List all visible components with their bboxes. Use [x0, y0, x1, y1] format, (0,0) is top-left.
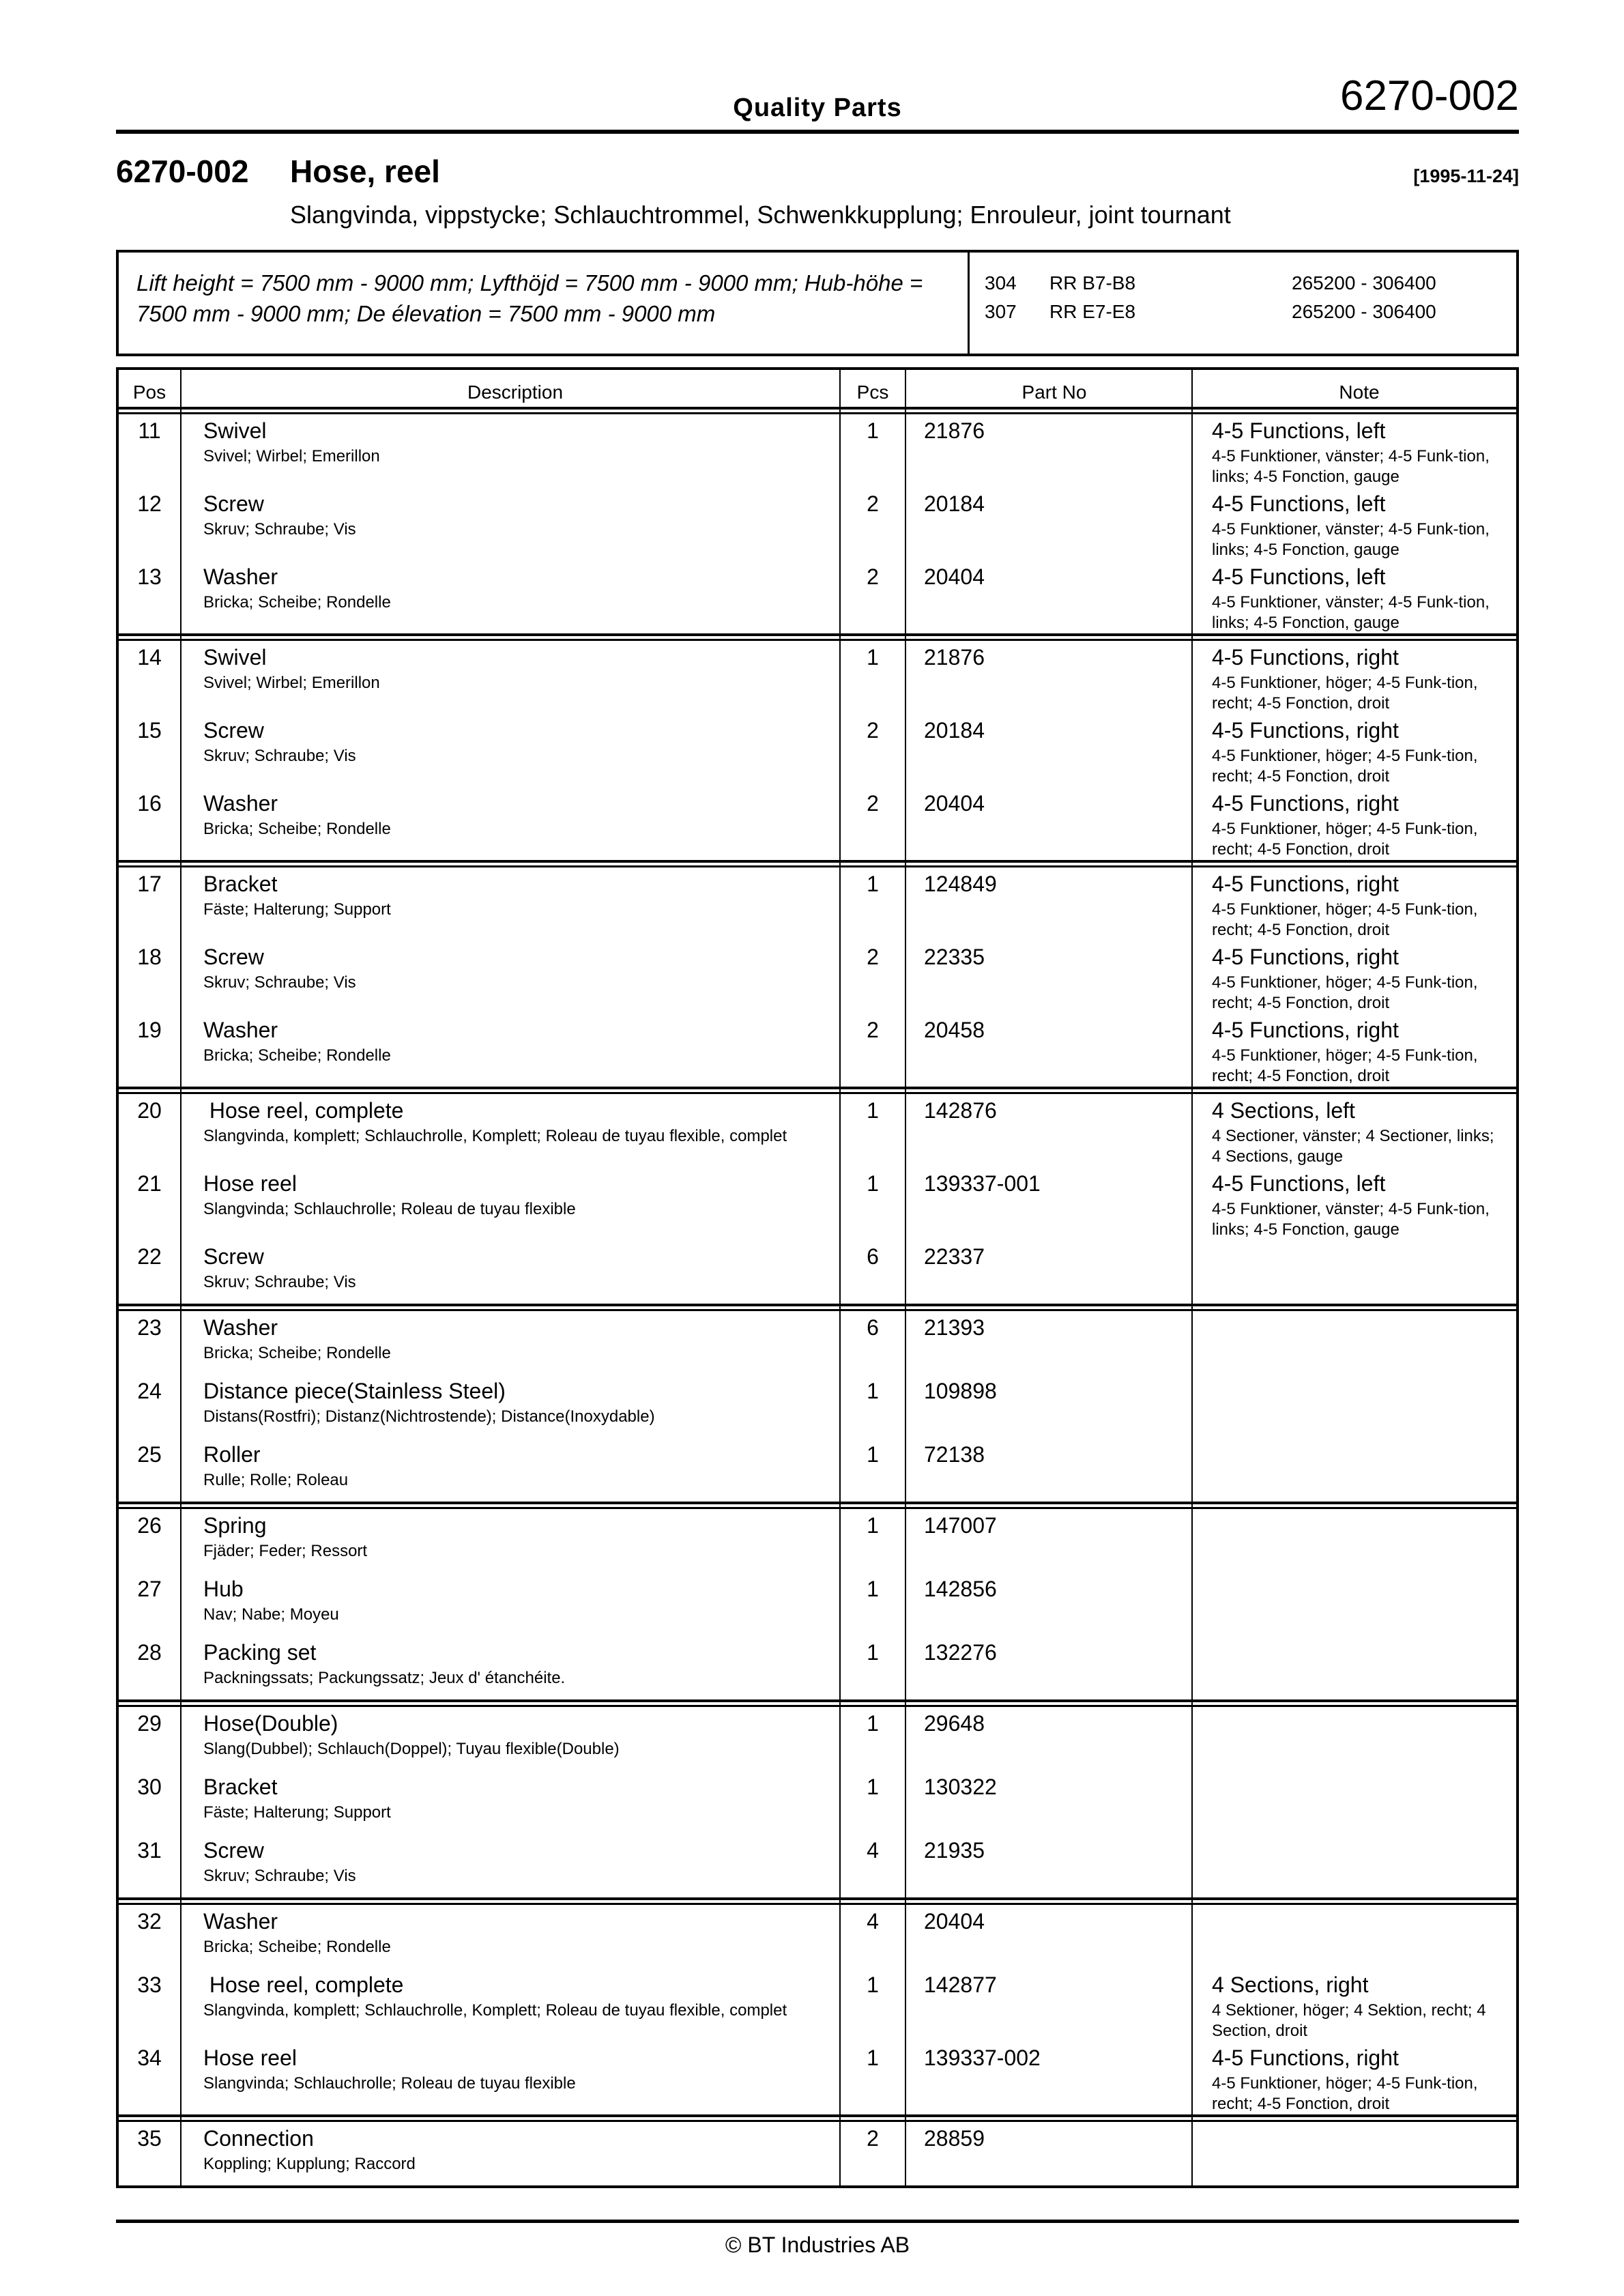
table-row [119, 1770, 1516, 1834]
row-description-translations: Bricka; Scheibe; Rondelle [203, 1344, 391, 1362]
table-row [119, 560, 1516, 633]
row-description-cell [180, 1094, 839, 1167]
row-note-cell [1191, 867, 1516, 941]
row-pos: 32 [137, 1909, 162, 1934]
row-part-no: 22337 [905, 1240, 1191, 1304]
row-description-translations: Slangvinda, komplett; Schlauchrolle, Komplett; Roleau de tuyau flexible, complet [203, 1127, 787, 1145]
row-part-no: 20184 [905, 714, 1191, 787]
table-row [119, 1707, 1516, 1770]
row-description-cell [180, 714, 839, 787]
row-note-cell [1191, 1094, 1516, 1167]
row-part-no: 20184 [905, 487, 1191, 560]
row-note: 4-5 Functions, left [1212, 491, 1386, 516]
row-pos: 15 [137, 718, 162, 743]
row-part-no: 72138 [905, 1438, 1191, 1502]
row-pcs: 1 [839, 414, 905, 487]
row-description-translations: Slangvinda, komplett; Schlauchrolle, Komplett; Roleau de tuyau flexible, complet [203, 2001, 787, 2020]
row-part-no: 109898 [905, 1375, 1191, 1438]
row-description: Hub [203, 1577, 244, 1601]
table-row [119, 1509, 1516, 1573]
row-part-no: 124849 [905, 867, 1191, 941]
row-description-translations: Bricka; Scheibe; Rondelle [203, 593, 391, 612]
row-note-translations: 4-5 Funktioner, vänster; 4-5 Funk-tion, links; 4-5 Fonction, gauge [1212, 520, 1490, 559]
row-note-translations: 4-5 Funktioner, vänster; 4-5 Funk-tion, links; 4-5 Fonction, gauge [1212, 447, 1490, 486]
parts-table [116, 367, 1519, 2188]
row-description-translations: Skruv; Schraube; Vis [203, 1867, 356, 1885]
row-note-translations: 4-5 Funktioner, höger; 4-5 Funk-tion, recht; 4-5 Fonction, droit [1212, 2074, 1478, 2113]
row-description: Packing set [203, 1640, 317, 1665]
col-header-part-no: Part No [905, 370, 1191, 407]
row-description-cell [180, 1834, 839, 1897]
row-description-translations: Fäste; Halterung; Support [203, 1803, 391, 1822]
row-description: Washer [203, 564, 278, 589]
row-description-cell [180, 1707, 839, 1770]
row-note: 4-5 Functions, left [1212, 418, 1386, 443]
model-code: 307 [985, 301, 1017, 322]
row-note-cell [1191, 1770, 1516, 1834]
title-row [116, 153, 1519, 190]
row-note-translations: 4-5 Funktioner, höger; 4-5 Funk-tion, recht; 4-5 Fonction, droit [1212, 1046, 1478, 1085]
row-pos: 16 [137, 791, 162, 816]
row-pos: 13 [137, 564, 162, 589]
row-note: 4 Sections, right [1212, 1972, 1369, 1997]
row-description-translations: Skruv; Schraube; Vis [203, 747, 356, 765]
row-pcs: 2 [839, 560, 905, 633]
lift-height-text: Lift height = 7500 mm - 9000 mm; Lyfthöjd = 7500 mm - 9000 mm; Hub-höhe = 7500 mm - 9000 mm; De élevation = 7500 mm - 9000 mm [119, 253, 970, 354]
row-pos: 18 [137, 945, 162, 969]
model-list [970, 253, 1516, 354]
row-note-translations: 4-5 Funktioner, höger; 4-5 Funk-tion, recht; 4-5 Fonction, droit [1212, 674, 1478, 713]
row-pos: 29 [137, 1711, 162, 1736]
row-note: 4-5 Functions, right [1212, 645, 1399, 670]
table-row [119, 1573, 1516, 1636]
row-note-cell [1191, 1240, 1516, 1304]
row-pos: 25 [137, 1442, 162, 1467]
row-pcs: 2 [839, 487, 905, 560]
group-separator [119, 407, 1516, 414]
row-note-cell [1191, 414, 1516, 487]
row-description-translations: Packningssats; Packungssatz; Jeux d' étanchéite. [203, 1669, 566, 1687]
row-part-no: 21935 [905, 1834, 1191, 1897]
row-description-translations: Bricka; Scheibe; Rondelle [203, 1938, 391, 1956]
table-row [119, 1311, 1516, 1375]
row-description: Distance piece(Stainless Steel) [203, 1379, 506, 1403]
row-note-cell [1191, 2041, 1516, 2114]
row-description-cell [180, 1438, 839, 1502]
table-row [119, 1968, 1516, 2041]
group-separator [119, 1502, 1516, 1509]
row-part-no: 20404 [905, 560, 1191, 633]
row-note: 4-5 Functions, right [1212, 872, 1399, 896]
row-note-cell [1191, 1636, 1516, 1699]
row-description: Hose reel [203, 1171, 297, 1196]
row-description: Bracket [203, 1775, 278, 1799]
row-part-no: 22335 [905, 941, 1191, 1014]
row-description-translations: Svivel; Wirbel; Emerillon [203, 674, 380, 692]
row-note: 4-5 Functions, right [1212, 1018, 1399, 1042]
row-pcs: 1 [839, 1375, 905, 1438]
col-header-note: Note [1191, 370, 1516, 407]
row-description-cell [180, 1573, 839, 1636]
row-description-cell [180, 487, 839, 560]
row-description: Spring [203, 1513, 267, 1538]
row-description-cell [180, 1636, 839, 1699]
row-description-translations: Bricka; Scheibe; Rondelle [203, 820, 391, 838]
row-note-translations: 4-5 Funktioner, höger; 4-5 Funk-tion, recht; 4-5 Fonction, droit [1212, 900, 1478, 939]
group-separator [119, 2114, 1516, 2122]
row-pos: 14 [137, 645, 162, 670]
row-note-cell [1191, 487, 1516, 560]
row-part-no: 142876 [905, 1094, 1191, 1167]
group-separator [119, 1304, 1516, 1311]
row-pcs: 2 [839, 941, 905, 1014]
row-note-cell [1191, 714, 1516, 787]
row-description-translations: Fäste; Halterung; Support [203, 900, 391, 919]
footer-rule [116, 2220, 1519, 2223]
row-pos: 21 [137, 1171, 162, 1196]
revision-date: [1995-11-24] [1413, 166, 1519, 186]
row-description: Washer [203, 791, 278, 816]
row-part-no: 21393 [905, 1311, 1191, 1375]
row-pcs: 1 [839, 2041, 905, 2114]
row-pos: 11 [138, 418, 161, 443]
row-note: 4-5 Functions, right [1212, 791, 1399, 816]
row-pcs: 1 [839, 1770, 905, 1834]
row-description: Screw [203, 945, 264, 969]
row-description-cell [180, 2041, 839, 2114]
row-part-no: 147007 [905, 1509, 1191, 1573]
table-row [119, 1375, 1516, 1438]
row-part-no: 29648 [905, 1707, 1191, 1770]
row-note: 4-5 Functions, left [1212, 1171, 1386, 1196]
row-description: Screw [203, 718, 264, 743]
table-row [119, 867, 1516, 941]
model-serial-range: 265200 - 306400 [1292, 272, 1436, 293]
row-part-no: 21876 [905, 414, 1191, 487]
row-description-translations: Distans(Rostfri); Distanz(Nichtrostende); Distance(Inoxydable) [203, 1407, 655, 1426]
group-separator [119, 860, 1516, 867]
row-description-cell [180, 787, 839, 860]
row-pcs: 6 [839, 1240, 905, 1304]
row-description: Screw [203, 1244, 264, 1269]
row-description-translations: Koppling; Kupplung; Raccord [203, 2155, 416, 2173]
row-description-translations: Rulle; Rolle; Roleau [203, 1471, 349, 1489]
row-description: Hose(Double) [203, 1711, 338, 1736]
row-description-translations: Skruv; Schraube; Vis [203, 520, 356, 539]
row-description-cell [180, 1375, 839, 1438]
row-description-cell [180, 1509, 839, 1573]
row-description-translations: Fjäder; Feder; Ressort [203, 1542, 368, 1560]
row-note-cell [1191, 641, 1516, 714]
table-row [119, 1905, 1516, 1968]
table-row [119, 787, 1516, 860]
table-header-row [119, 370, 1516, 407]
row-pos: 26 [137, 1513, 162, 1538]
group-separator [119, 1699, 1516, 1707]
row-description: Bracket [203, 872, 278, 896]
row-note-translations: 4-5 Funktioner, höger; 4-5 Funk-tion, recht; 4-5 Fonction, droit [1212, 820, 1478, 859]
row-description-cell [180, 1014, 839, 1087]
table-row [119, 1014, 1516, 1087]
row-part-no: 130322 [905, 1770, 1191, 1834]
table-row [119, 2041, 1516, 2114]
model-series: RR E7-E8 [1049, 301, 1136, 322]
row-part-no: 21876 [905, 641, 1191, 714]
row-description: Roller [203, 1442, 261, 1467]
row-note-cell [1191, 1438, 1516, 1502]
row-description-cell [180, 1905, 839, 1968]
table-row [119, 1438, 1516, 1502]
row-pcs: 1 [839, 1094, 905, 1167]
row-description-translations: Skruv; Schraube; Vis [203, 1273, 356, 1291]
row-pcs: 1 [839, 1636, 905, 1699]
row-description-cell [180, 1167, 839, 1240]
row-pos: 28 [137, 1640, 162, 1665]
row-part-no: 139337-001 [905, 1167, 1191, 1240]
row-note-cell [1191, 1014, 1516, 1087]
table-row [119, 1636, 1516, 1699]
row-description: Connection [203, 2126, 314, 2151]
row-part-no: 139337-002 [905, 2041, 1191, 2114]
row-note-cell [1191, 787, 1516, 860]
row-pcs: 2 [839, 2122, 905, 2185]
row-note-translations: 4-5 Funktioner, vänster; 4-5 Funk-tion, links; 4-5 Fonction, gauge [1212, 1200, 1490, 1239]
info-box [116, 250, 1519, 356]
row-pos: 19 [137, 1018, 162, 1042]
row-note-cell [1191, 1509, 1516, 1573]
row-description: Swivel [203, 418, 267, 443]
row-note-translations: 4-5 Funktioner, vänster; 4-5 Funk-tion, links; 4-5 Fonction, gauge [1212, 593, 1490, 632]
group-separator [119, 1897, 1516, 1905]
row-part-no: 142877 [905, 1968, 1191, 2041]
row-note-cell [1191, 941, 1516, 1014]
title-translations: Slangvinda, vippstycke; Schlauchtrommel, Schwenkkupplung; Enrouleur, joint tournant [290, 201, 1231, 229]
row-pcs: 4 [839, 1834, 905, 1897]
row-description-translations: Nav; Nabe; Moyeu [203, 1605, 339, 1624]
group-separator [119, 633, 1516, 641]
row-description-cell [180, 1240, 839, 1304]
row-description: Washer [203, 1018, 278, 1042]
row-pos: 35 [137, 2126, 162, 2151]
row-description-translations: Svivel; Wirbel; Emerillon [203, 447, 380, 465]
table-body [119, 407, 1516, 2185]
row-note-cell [1191, 1311, 1516, 1375]
row-description-cell [180, 1311, 839, 1375]
table-row [119, 2122, 1516, 2185]
row-note: 4-5 Functions, right [1212, 718, 1399, 743]
row-pcs: 1 [839, 1509, 905, 1573]
row-note-cell [1191, 1968, 1516, 2041]
row-description-cell [180, 560, 839, 633]
row-part-no: 20404 [905, 787, 1191, 860]
row-pos: 30 [137, 1775, 162, 1799]
row-pcs: 2 [839, 714, 905, 787]
row-note-translations: 4 Sectioner, vänster; 4 Sectioner, links; 4 Sections, gauge [1212, 1127, 1494, 1166]
row-pcs: 2 [839, 787, 905, 860]
row-note-cell [1191, 2122, 1516, 2185]
row-note: 4-5 Functions, right [1212, 945, 1399, 969]
row-pos: 23 [137, 1315, 162, 1340]
row-part-no: 132276 [905, 1636, 1191, 1699]
row-part-no: 20404 [905, 1905, 1191, 1968]
row-pcs: 4 [839, 1905, 905, 1968]
group-separator [119, 1087, 1516, 1094]
col-header-pos: Pos [132, 382, 166, 403]
row-description: Swivel [203, 645, 267, 670]
row-pcs: 1 [839, 1438, 905, 1502]
row-pcs: 1 [839, 867, 905, 941]
row-note-cell [1191, 1375, 1516, 1438]
row-note-cell [1191, 1707, 1516, 1770]
row-pcs: 6 [839, 1311, 905, 1375]
row-note-translations: 4 Sektioner, höger; 4 Sektion, recht; 4 Section, droit [1212, 2001, 1486, 2040]
row-pos: 34 [137, 2046, 162, 2070]
table-row [119, 1240, 1516, 1304]
model-code: 304 [985, 272, 1017, 293]
table-row [119, 414, 1516, 487]
row-pcs: 1 [839, 1707, 905, 1770]
row-note: 4-5 Functions, right [1212, 2046, 1399, 2070]
row-description-translations: Skruv; Schraube; Vis [203, 973, 356, 992]
row-pos: 33 [137, 1972, 162, 1997]
row-part-no: 28859 [905, 2122, 1191, 2185]
model-serial-range: 265200 - 306400 [1292, 301, 1436, 322]
row-pcs: 2 [839, 1014, 905, 1087]
col-header-pcs: Pcs [839, 370, 905, 407]
model-series: RR B7-B8 [1049, 272, 1136, 293]
row-note: 4-5 Functions, left [1212, 564, 1386, 589]
header-rule [116, 130, 1519, 134]
page-footer [116, 2220, 1519, 2258]
row-description-cell [180, 2122, 839, 2185]
table-row [119, 941, 1516, 1014]
model-row [985, 298, 1516, 326]
model-row [985, 269, 1516, 298]
row-description: Washer [203, 1315, 278, 1340]
quality-parts-label: Quality Parts [733, 94, 902, 122]
row-pcs: 1 [839, 1573, 905, 1636]
table-row [119, 714, 1516, 787]
row-pos: 24 [137, 1379, 162, 1403]
doc-number-top-right: 6270-002 [1339, 72, 1519, 119]
footer-copyright: © BT Industries AB [725, 2233, 910, 2257]
row-description: Hose reel, complete [203, 1972, 404, 1997]
row-description: Screw [203, 1838, 264, 1863]
table-row [119, 487, 1516, 560]
row-pos: 17 [137, 872, 162, 896]
title-doc-number: 6270-002 [116, 154, 249, 189]
row-description: Washer [203, 1909, 278, 1934]
row-pcs: 1 [839, 641, 905, 714]
row-pos: 31 [137, 1838, 162, 1863]
row-note-translations: 4-5 Funktioner, höger; 4-5 Funk-tion, recht; 4-5 Fonction, droit [1212, 973, 1478, 1012]
row-note-cell [1191, 1834, 1516, 1897]
row-description: Hose reel, complete [203, 1098, 404, 1123]
row-part-no: 142856 [905, 1573, 1191, 1636]
row-description: Screw [203, 491, 264, 516]
row-part-no: 20458 [905, 1014, 1191, 1087]
row-description-cell [180, 1770, 839, 1834]
row-description-cell [180, 941, 839, 1014]
row-description-translations: Bricka; Scheibe; Rondelle [203, 1046, 391, 1065]
row-note-translations: 4-5 Funktioner, höger; 4-5 Funk-tion, recht; 4-5 Fonction, droit [1212, 747, 1478, 786]
row-description-cell [180, 1968, 839, 2041]
row-description-cell [180, 867, 839, 941]
row-pos: 27 [137, 1577, 162, 1601]
row-description-cell [180, 414, 839, 487]
row-note-cell [1191, 560, 1516, 633]
row-note-cell [1191, 1905, 1516, 1968]
table-row [119, 1167, 1516, 1240]
row-pcs: 1 [839, 1167, 905, 1240]
table-row [119, 1094, 1516, 1167]
row-pos: 22 [137, 1244, 162, 1269]
row-note: 4 Sections, left [1212, 1098, 1355, 1123]
row-pos: 12 [137, 491, 162, 516]
row-pos: 20 [137, 1098, 162, 1123]
row-description-translations: Slangvinda; Schlauchrolle; Roleau de tuyau flexible [203, 2074, 576, 2093]
col-header-description: Description [180, 370, 839, 407]
row-description-cell [180, 641, 839, 714]
row-note-cell [1191, 1167, 1516, 1240]
row-description-translations: Slang(Dubbel); Schlauch(Doppel); Tuyau flexible(Double) [203, 1740, 620, 1758]
table-row [119, 641, 1516, 714]
row-description-translations: Slangvinda; Schlauchrolle; Roleau de tuyau flexible [203, 1200, 576, 1218]
table-row [119, 1834, 1516, 1897]
page-header [116, 0, 1519, 130]
row-pcs: 1 [839, 1968, 905, 2041]
page-title: Hose, reel [290, 154, 440, 189]
row-note-cell [1191, 1573, 1516, 1636]
row-description: Hose reel [203, 2046, 297, 2070]
